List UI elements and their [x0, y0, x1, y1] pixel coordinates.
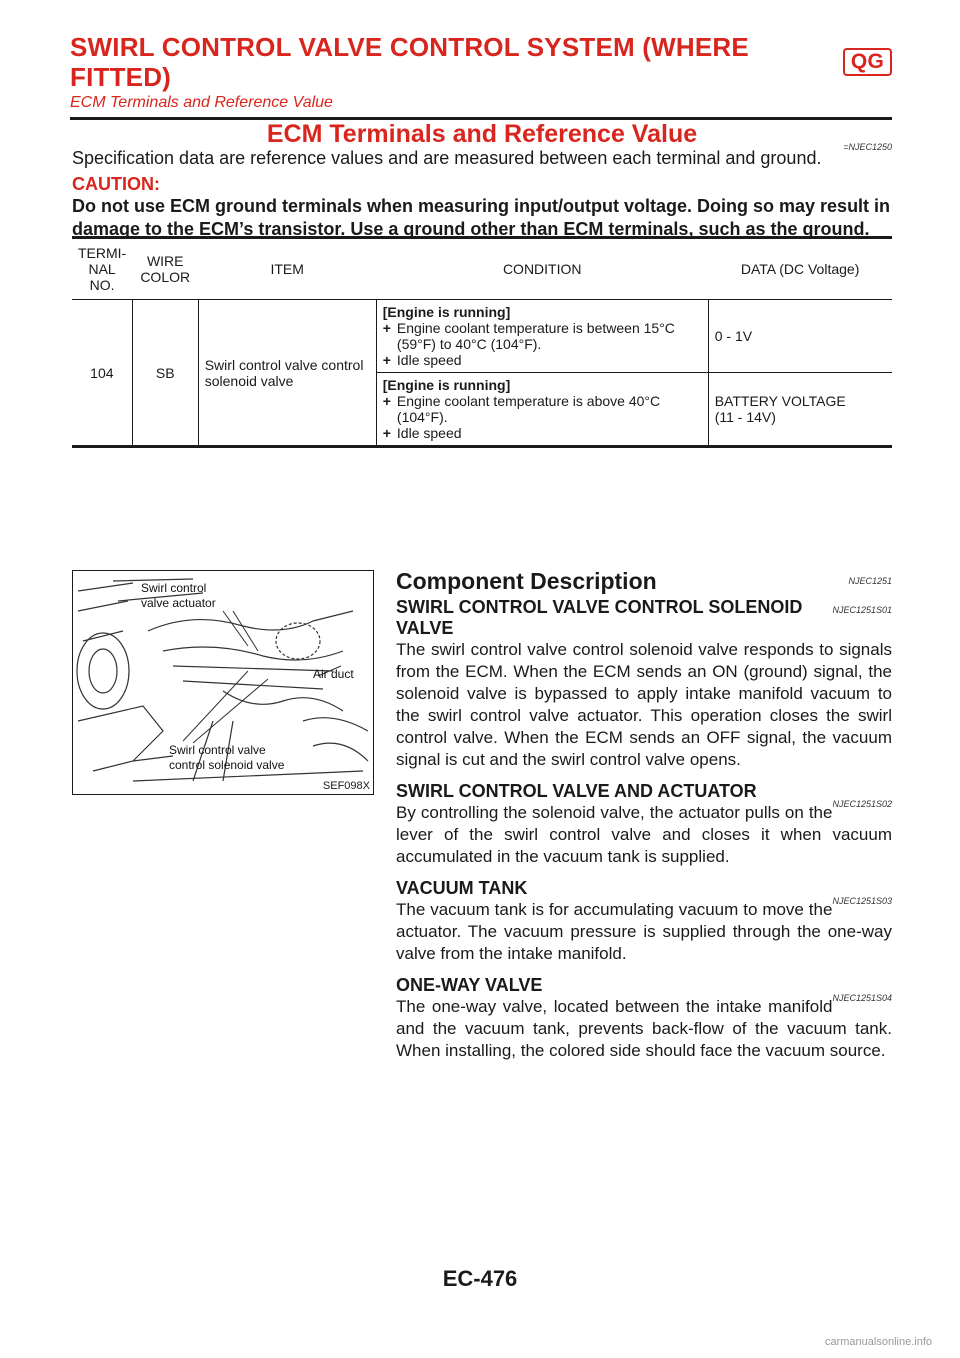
cell-data: BATTERY VOLTAGE (11 - 14V)	[708, 373, 892, 447]
cell-condition	[376, 300, 708, 373]
list-item: + Idle speed	[382, 352, 462, 368]
section-title: ECM Terminals and Reference Value	[266, 120, 698, 148]
cell-wire-color: SB	[132, 300, 198, 447]
list-item: + Engine coolant temperature is above 40°C (104°F).	[382, 393, 661, 425]
subsection-text: The swirl control valve control solenoid valve responds to signals from the ECM. When the ECM sends an ON (ground) signal, the solenoid valve is bypassed to apply intake manifold vacuum to the swirl control valve actuator. This operation closes the swirl control valve. When the ECM sends an OFF signal, the vacuum signal is cut and the swirl control valve opens.	[396, 640, 892, 769]
table-header-row	[72, 238, 892, 300]
caution-text: Do not use ECM ground terminals when measuring input/output voltage. Doing so may result in damage to the ECM’s transistor. Use a ground other than ECM terminals, such as the ground.	[72, 196, 891, 239]
table-row	[72, 300, 892, 373]
subsection-text: By controlling the solenoid valve, the actuator pulls on the lever of the swirl control valve and closes it when vacuum accumulated in the vacuum tank is supplied.	[396, 803, 892, 866]
condition-heading: [Engine is running]	[382, 377, 511, 393]
label-air-duct: Air duct	[313, 667, 354, 681]
figure-code: SEF098X	[322, 780, 370, 792]
engine-badge: QG	[843, 48, 892, 76]
cell-terminal: 104	[72, 300, 132, 447]
subsection-title: ONE-WAY VALVE	[396, 975, 543, 995]
section-code: =NJEC1250	[843, 142, 892, 152]
component-title-row	[396, 568, 892, 595]
header-terminal-no: TERMI- NAL NO.	[72, 238, 132, 300]
component-title: Component Description	[396, 568, 657, 594]
footer-watermark: carmanualsonline.info	[824, 1336, 932, 1348]
condition-heading: [Engine is running]	[382, 304, 511, 320]
label-swirl-actuator: Swirl control valve actuator	[141, 581, 216, 610]
component-code: NJEC1251	[848, 576, 892, 586]
subsection-title: SWIRL CONTROL VALVE CONTROL SOLENOID VALVE	[396, 597, 803, 638]
subsection-text: The vacuum tank is for accumulating vacuum to move the actuator. The vacuum pressure is supplied through the one-way valve from the intake manifold.	[396, 900, 892, 963]
label-solenoid-valve: Swirl control valve control solenoid valve	[169, 743, 285, 772]
list-item: + Idle speed	[382, 425, 462, 441]
header-subtitle: ECM Terminals and Reference Value	[70, 94, 333, 111]
cell-item: Swirl control valve control solenoid valve	[198, 300, 376, 447]
subsection-title: VACUUM TANK	[396, 878, 528, 898]
subsection-actuator: NJEC1251S02 SWIRL CONTROL VALVE AND ACTUATOR By controlling the solenoid valve, the actuator pulls on the lever of the swirl control valve and closes it when vacuum accumulated in the vacuum tank is supplied.	[396, 781, 892, 866]
subsection-solenoid: NJEC1251S01 SWIRL CONTROL VALVE CONTROL SOLENOID VALVE The swirl control valve control solenoid valve responds to signals from the ECM. When the ECM sends an ON (ground) signal, the solenoid valve is bypassed to apply intake manifold vacuum to the swirl control valve actuator. This operation closes the swirl control valve. When the ECM sends an OFF signal, the vacuum signal is cut and the swirl control valve opens.	[396, 597, 892, 769]
header-item: ITEM	[198, 238, 376, 300]
header-wire-color: WIRE COLOR	[132, 238, 198, 300]
spec-note: Specification data are reference values and are measured between each terminal and ground.	[72, 148, 822, 168]
subsection-vacuum-tank: NJEC1251S03 VACUUM TANK The vacuum tank is for accumulating vacuum to move the actuator. The vacuum pressure is supplied through the one-way valve from the intake manifold.	[396, 878, 892, 963]
page-number: EC-476	[442, 1266, 518, 1291]
ecm-terminal-table	[72, 236, 892, 448]
list-item: + Engine coolant temperature is between 15°C (59°F) to 40°C (104°F).	[382, 320, 675, 352]
component-description	[396, 568, 892, 1062]
header-title: SWIRL CONTROL VALVE CONTROL SYSTEM (WHERE FITTED)	[70, 32, 749, 92]
header-condition: CONDITION	[376, 238, 708, 300]
subsection-text: The one-way valve, located between the intake manifold and the vacuum tank, prevents back-flow of the vacuum tank. When installing, the colored side should face the vacuum source.	[396, 997, 892, 1060]
cell-data: 0 - 1V	[708, 300, 892, 373]
engine-photo-figure	[72, 570, 374, 795]
header-title-row	[70, 32, 892, 92]
header-data: DATA (DC Voltage)	[708, 238, 892, 300]
cell-condition	[376, 373, 708, 447]
page-header	[70, 32, 892, 112]
subsection-one-way-valve: NJEC1251S04 ONE-WAY VALVE The one-way valve, located between the intake manifold and the vacuum tank, prevents back-flow of the vacuum tank. When installing, the colored side should face the vacuum source.	[396, 975, 892, 1060]
subsection-title: SWIRL CONTROL VALVE AND ACTUATOR	[396, 781, 757, 801]
caution-label: CAUTION:	[72, 174, 160, 194]
